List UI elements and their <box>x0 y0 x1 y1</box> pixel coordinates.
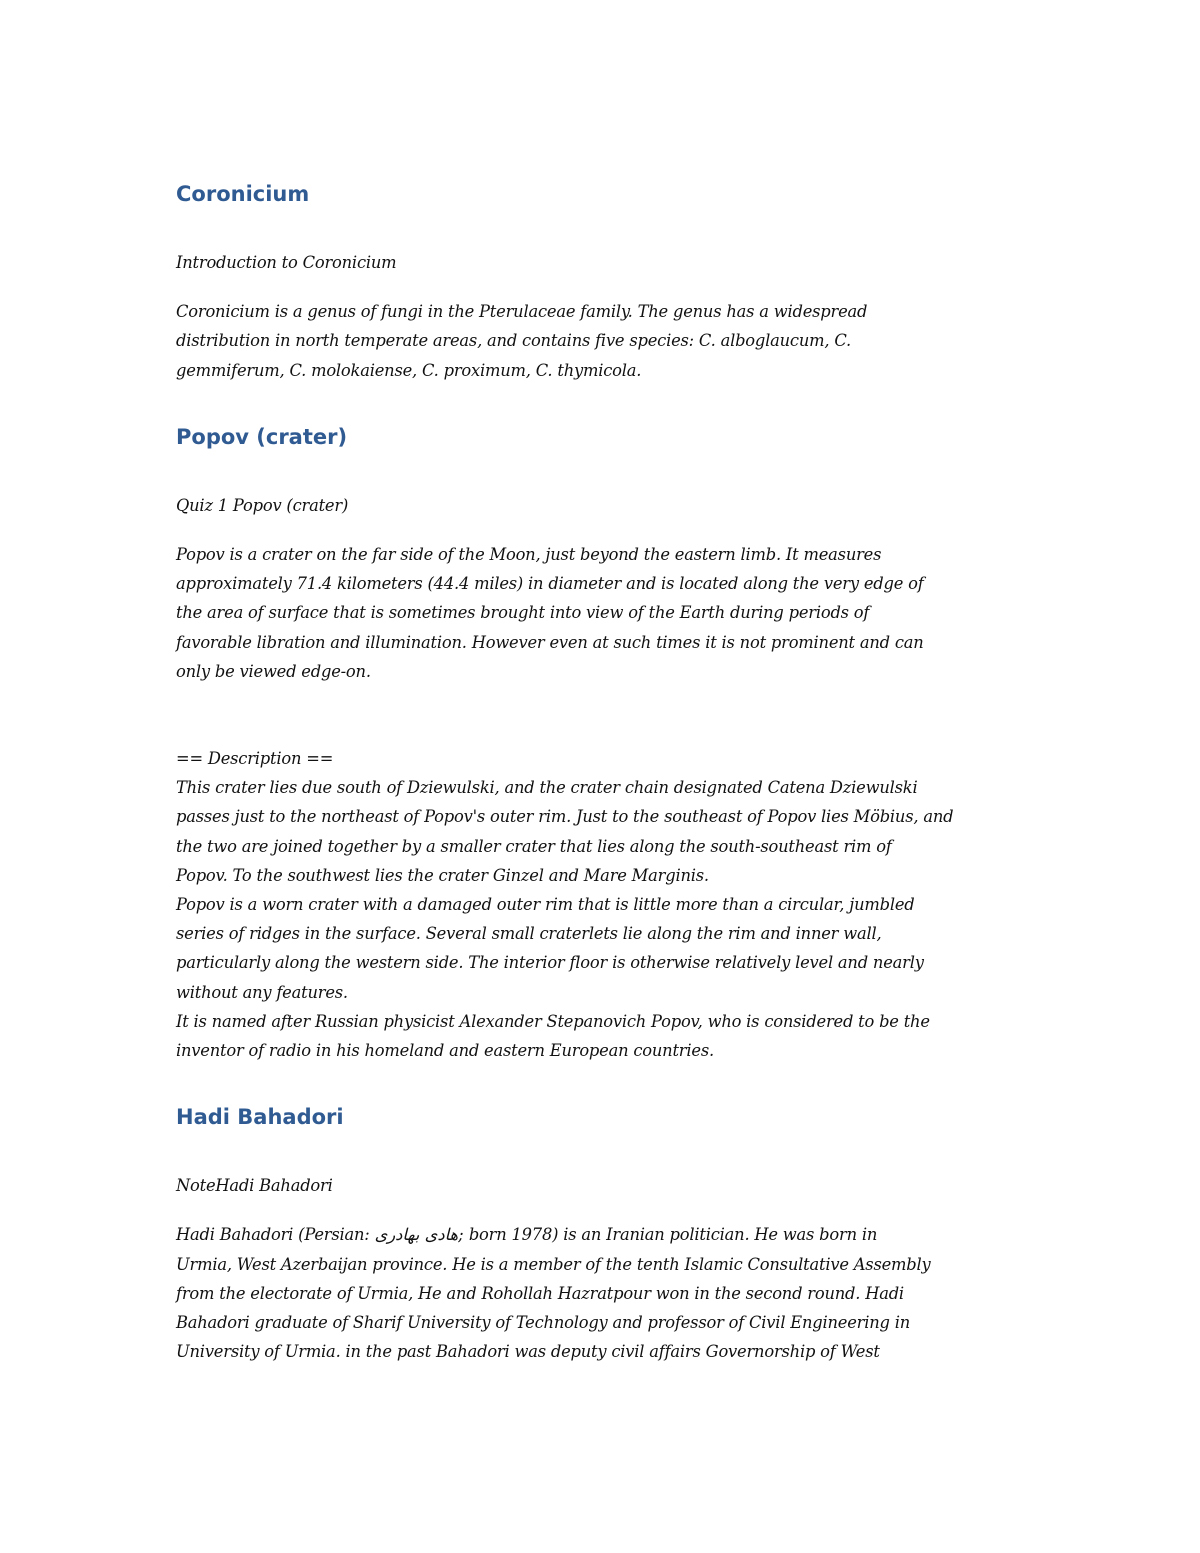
section-heading-coronicium: Coronicium <box>176 182 310 206</box>
text-line: It is named after Russian physicist Alexander Stepanovich Popov, who is considered to be the <box>176 1011 930 1031</box>
paragraph-popov-intro <box>176 540 1036 686</box>
text-line: This crater lies due south of Dziewulski, and the crater chain designated Catena Dziewulski <box>176 778 918 798</box>
text-line: Popov is a crater on the far side of the Moon, just beyond the eastern limb. It measures <box>176 545 882 565</box>
paragraph-popov-description <box>176 744 1036 1065</box>
text-line: inventor of radio in his homeland and eastern European countries. <box>176 1041 714 1061</box>
section-subtitle-popov: Quiz 1 Popov (crater) <box>176 495 349 515</box>
text-line: the area of surface that is sometimes brought into view of the Earth during periods of <box>176 603 870 623</box>
text-line: Coronicium is a genus of fungi in the Pterulaceae family. The genus has a widespread <box>176 302 868 322</box>
section-subtitle-hadi-bahadori: NoteHadi Bahadori <box>176 1176 333 1196</box>
text-line: the two are joined together by a smaller crater that lies along the south-southeast rim of <box>176 836 892 856</box>
section-subtitle-coronicium: Introduction to Coronicium <box>176 253 397 272</box>
text-line: series of ridges in the surface. Several small craterlets lie along the rim and inner wall, <box>176 924 882 944</box>
document-content <box>176 178 1036 1366</box>
text-line: without any features. <box>176 982 348 1002</box>
section-heading-hadi-bahadori: Hadi Bahadori <box>176 1105 344 1130</box>
text-line: Popov is a worn crater with a damaged outer rim that is little more than a circular, jumbled <box>176 895 915 915</box>
section-heading-popov: Popov (crater) <box>176 424 348 449</box>
text-line: passes just to the northeast of Popov's outer rim. Just to the southeast of Popov lies Möbius, and <box>176 807 954 827</box>
text-line: Bahadori graduate of Sharif University of Technology and professor of Civil Engineering in <box>176 1313 911 1333</box>
text-line: gemmiferum, C. molokaiense, C. proximum, C. thymicola. <box>176 360 642 380</box>
text-line: from the electorate of Urmia, He and Rohollah Hazratpour won in the second round. Hadi <box>176 1283 904 1303</box>
text-line: Popov. To the southwest lies the crater Ginzel and Mare Marginis. <box>176 865 709 885</box>
text-line: approximately 71.4 kilometers (44.4 miles) in diameter and is located along the very edge of <box>176 574 924 594</box>
text-line: favorable libration and illumination. However even at such times it is not prominent and can <box>176 632 924 652</box>
text-line: only be viewed edge-on. <box>176 661 371 681</box>
text-line: == Description == <box>176 749 334 769</box>
paragraph-hadi-bahadori <box>176 1220 1036 1366</box>
paragraph-coronicium-intro <box>176 297 1036 385</box>
text-line: Urmia, West Azerbaijan province. He is a member of the tenth Islamic Consultative Assembly <box>176 1254 931 1274</box>
text-line: particularly along the western side. The interior floor is otherwise relatively level and nearly <box>176 953 924 973</box>
text-line: University of Urmia. in the past Bahadori was deputy civil affairs Governorship of West <box>176 1342 880 1362</box>
text-line: Hadi Bahadori (Persian: هادی بهادری; born 1978) is an Iranian politician. He was born in <box>176 1225 878 1245</box>
text-line: distribution in north temperate areas, and contains five species: C. alboglaucum, C. <box>176 331 851 351</box>
